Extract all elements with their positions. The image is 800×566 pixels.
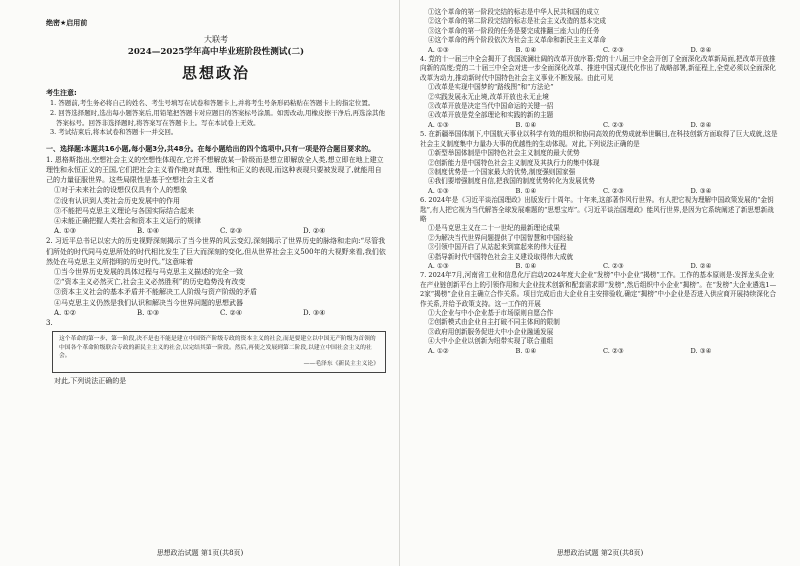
answer-choices — [420, 187, 778, 196]
question-option: ④大中小企业以创新为纽带实现了联合重组 — [428, 337, 554, 346]
question-6 — [420, 196, 778, 271]
page-footer: 思想政治试题 第2页(共8页) — [556, 549, 644, 557]
question-3 — [46, 318, 386, 386]
question-option: ④这个革命的两个阶段依次为社会主义革命和新民主主义革命 — [428, 36, 607, 45]
question-option: ③资本主义社会的基本矛盾并不能解决工人阶级与资产阶级的矛盾 — [54, 288, 257, 297]
answer-d: D. ③④ — [690, 346, 712, 355]
answer-choices — [46, 308, 386, 318]
question-option: ①是马克思主义在二十一世纪的最新理论成果 — [428, 224, 560, 233]
question-option: ③不能把马克思主义理论与各国实际结合起来 — [54, 206, 194, 215]
answer-b: B. ①④ — [515, 346, 537, 355]
question-option: ②没有认识到人类社会历史发展中的作用 — [54, 196, 180, 205]
answer-b: B. ①④ — [515, 45, 537, 54]
question-stem: 6. 2024年是《习近平谈治国理政》出版发行十周年。十年来,这部著作风行世界。有人把它视为理解中国政策发展的“金钥匙”,有人把它视为当代解答全球发展难题的“思想宝库”。《习近平谈治国理政》能风行世界,是因为它系统阐述了新思想新战略 — [420, 196, 774, 223]
question-5 — [420, 130, 778, 196]
answer-b: B. ①④ — [137, 227, 160, 236]
answer-a: A. ①② — [428, 346, 449, 355]
question-option: ④马克思主义仍然是我们认识和解决当今世界问题的思想武器 — [54, 298, 243, 307]
exam-title: 2024—2025学年高中毕业班阶段性测试(二) — [127, 47, 305, 57]
answer-c: C. ②③ — [603, 186, 624, 195]
question-option: ③这个革命的第一阶段的任务是要完成推翻三座大山的任务 — [428, 26, 600, 35]
answer-a: A. ①③ — [428, 120, 449, 129]
question-option: ②创新能力是中国特色社会主义制度及其执行力的集中体现 — [428, 158, 600, 167]
answer-c: C. ②③ — [220, 227, 243, 236]
question-option: ③制度优势是一个国家最大的优势,制度强则国家强 — [428, 167, 576, 176]
question-stem: 2. 习近平总书记以宏大的历史视野深刻揭示了当今世界的风云变幻,深刻揭示了世界历史的脉络和走向:“尽管我们所处的时代同马克思所处的时代相比发生了巨大而深刻的变化,但从世界社会主义500年的大视野来看,我们依然处在马克思主义所指明的历史时代。”这意味着 — [46, 237, 386, 266]
answer-d: D. ③④ — [303, 308, 326, 317]
note-item: 1. 答题前,考生务必将自己的姓名、考生号填写在试卷和答题卡上,并将考生号条形码粘贴在答题卡上的指定位置。 — [50, 99, 375, 107]
secret-mark: 绝密★启用前 — [46, 19, 88, 27]
question-option: ④改革开放是党全部理论和实践的新的主题 — [428, 111, 554, 120]
question-option: ①改革是实现中国梦的“路线图”和“方法论” — [428, 83, 554, 92]
answer-choices — [46, 226, 386, 236]
question-option: ②创新模式由企业自主打破不同主体间的限制 — [428, 318, 560, 327]
question-stem: 对此,下列说法正确的是 — [54, 376, 127, 385]
answer-a: A. ①③ — [428, 45, 449, 54]
page-footer: 思想政治试题 第1页(共8页) — [156, 549, 244, 557]
answer-d: D. ②④ — [690, 261, 712, 270]
question-option: ②这个革命的第二阶段完结的标志是社会主义改造的基本完成 — [428, 17, 607, 26]
note-item: 3. 考试结束后,将本试卷和答题卡一并交回。 — [50, 128, 178, 137]
answer-a: A. ①③ — [428, 261, 449, 270]
answer-choices — [420, 347, 778, 356]
answer-d: D. ③④ — [690, 186, 712, 195]
notes-title: 考生注意: — [46, 89, 77, 97]
quote-source: ——毛泽东《新民主主义论》 — [303, 361, 379, 368]
answer-b: B. ①③ — [137, 308, 160, 317]
answer-c: C. ②③ — [603, 120, 624, 129]
question-option: ④我们要增强制度自信,把我国的制度优势转化为发展优势 — [428, 177, 595, 186]
page-two — [400, 0, 800, 566]
question-stem: 7. 2024年7月,河南省工业和信息化厅启动2024年度大企业“发榜”中小企业“揭榜”工作。工作的基本原则是:发挥龙头企业在产业链创新平台上的引领作用和大企业技术创新和配套需求即“发榜”,然后组织中小企业“揭榜”。在“发榜”大企业遴选1—2家“揭榜”企业自主确立合作关系。项目完成后由大企业自主安排验收,确定“揭榜”中小企业是否进入供应商开展持续深化合作关系,并给予政策支持。这一工作的开展 — [420, 271, 777, 308]
subject-title: 思想政治 — [181, 64, 250, 82]
question-option: ①对于未来社会的设想仅仅具有个人的想象 — [54, 186, 187, 195]
answer-choices — [420, 46, 778, 55]
quote-text: 这个革命的第一步、第一阶段,决不是也不能是建立中国资产阶级专政的资本主义的社会,而是要建立以中国无产阶级为首领的中国各个革命阶级联合专政的新民主主义的社会,以完结其第一阶段。然后,再使之发展到第二阶段,以建立中国社会主义的社会。 — [59, 336, 376, 359]
answer-c: C. ②③ — [603, 261, 624, 270]
question-1 — [46, 155, 386, 237]
answer-a: A. ①③ — [428, 186, 449, 195]
question-option: ③改革开放是决定当代中国命运的关键一招 — [428, 102, 554, 111]
answer-a: A. ①③ — [54, 227, 77, 236]
answer-b: B. ①④ — [515, 186, 537, 195]
answer-a: A. ①② — [54, 308, 77, 317]
answer-choices — [420, 262, 778, 271]
question-option: ①当今世界历史发展的具体过程与马克思主义描述的完全一致 — [54, 267, 243, 276]
question-number: 3. — [46, 318, 53, 327]
question-option: ②为解决当代世界问题提供了中国智慧和中国经验 — [428, 233, 574, 242]
answer-c: C. ②③ — [603, 346, 624, 355]
answer-d: D. ②④ — [690, 45, 712, 54]
question-2 — [46, 236, 386, 318]
note-item: 2. 回答选择题时,选出每小题答案后,用铅笔把答题卡对应题目的答案标号涂黑。如需改动,用橡皮擦干净后,再选涂其他答案标号。回答非选择题时,将答案写在答题卡上。写在本试卷上无效。 — [50, 108, 386, 127]
answer-c: C. ②③ — [603, 45, 624, 54]
quote-box — [52, 331, 386, 373]
answer-b: B. ①④ — [515, 261, 537, 270]
exam-org: 大联考 — [204, 35, 228, 44]
question-stem: 1. 恩格斯指出,空想社会主义的空想性体现在,它并不想解放某一阶级而是想立即解放全人类,想立即在地上建立理性和永恒正义的王国,它们把社会主义看作绝对真理、理性和正义的表现,而这种表现只要被发现了,就能用自己的力量征服世界。这些局限性是基于空想社会主义者 — [46, 155, 384, 185]
question-option: ①大企业与中小企业基于市场原则自愿合作 — [428, 309, 554, 317]
question-4 — [420, 55, 778, 130]
question-option: ④指导新时代中国特色社会主义建设取得伟大成就 — [428, 252, 574, 261]
answer-choices — [420, 121, 778, 130]
question-option: ①这个革命的第一阶段完结的标志是中华人民共和国的成立 — [428, 8, 600, 16]
question-7 — [420, 271, 778, 356]
question-option: ③政府用创新服务促进大中小企业融通发展 — [428, 327, 554, 336]
question-option: ④未能正确把握人类社会和资本主义运行的规律 — [54, 216, 201, 225]
question-option: ①新型举国体制是中国特色社会主义制度的最大优势 — [428, 149, 580, 158]
answer-c: C. ②④ — [220, 308, 243, 317]
answer-d: D. ②④ — [303, 227, 326, 236]
question-option: ②“资本主义必然灭亡,社会主义必然胜利”的历史趋势没有改变 — [54, 278, 246, 287]
answer-b: B. ①④ — [515, 120, 537, 129]
question-stem: 5. 在新疆举国体制下,中国航天事业以科学有效的组织和协同高效的优势成就举世瞩目,在科技创新方面取得了巨大成就,这是社会主义制度集中力量办大事的优越性的生动体现。对此,下列说法正确的是 — [420, 130, 778, 148]
answer-d: D. ②④ — [690, 120, 712, 129]
section-title: 一、选择题:本题共16小题,每小题3分,共48分。在每小题给出的四个选项中,只有一项是符合题目要求的。 — [46, 145, 376, 154]
question-3-options — [420, 8, 778, 55]
question-stem: 4. 党的十一届三中全会揭开了我国波澜壮阔的改革开放序幕;党的十八届三中全会开创了全面深化改革新局面,把改革开放推向新的高度;党的二十届三中全会对进一步全面深化改革、推进中国式现代化作出了战略部署,新征程上,全党必须以全面深化改革为动力,推动新时代中国特色社会主义事业不断发展。由此可见 — [420, 55, 776, 82]
question-option: ②实践发展永无止境,改革开放也永无止境 — [428, 92, 549, 101]
question-option: ③引领中国开启了从站起来到富起来的伟大征程 — [428, 243, 567, 252]
